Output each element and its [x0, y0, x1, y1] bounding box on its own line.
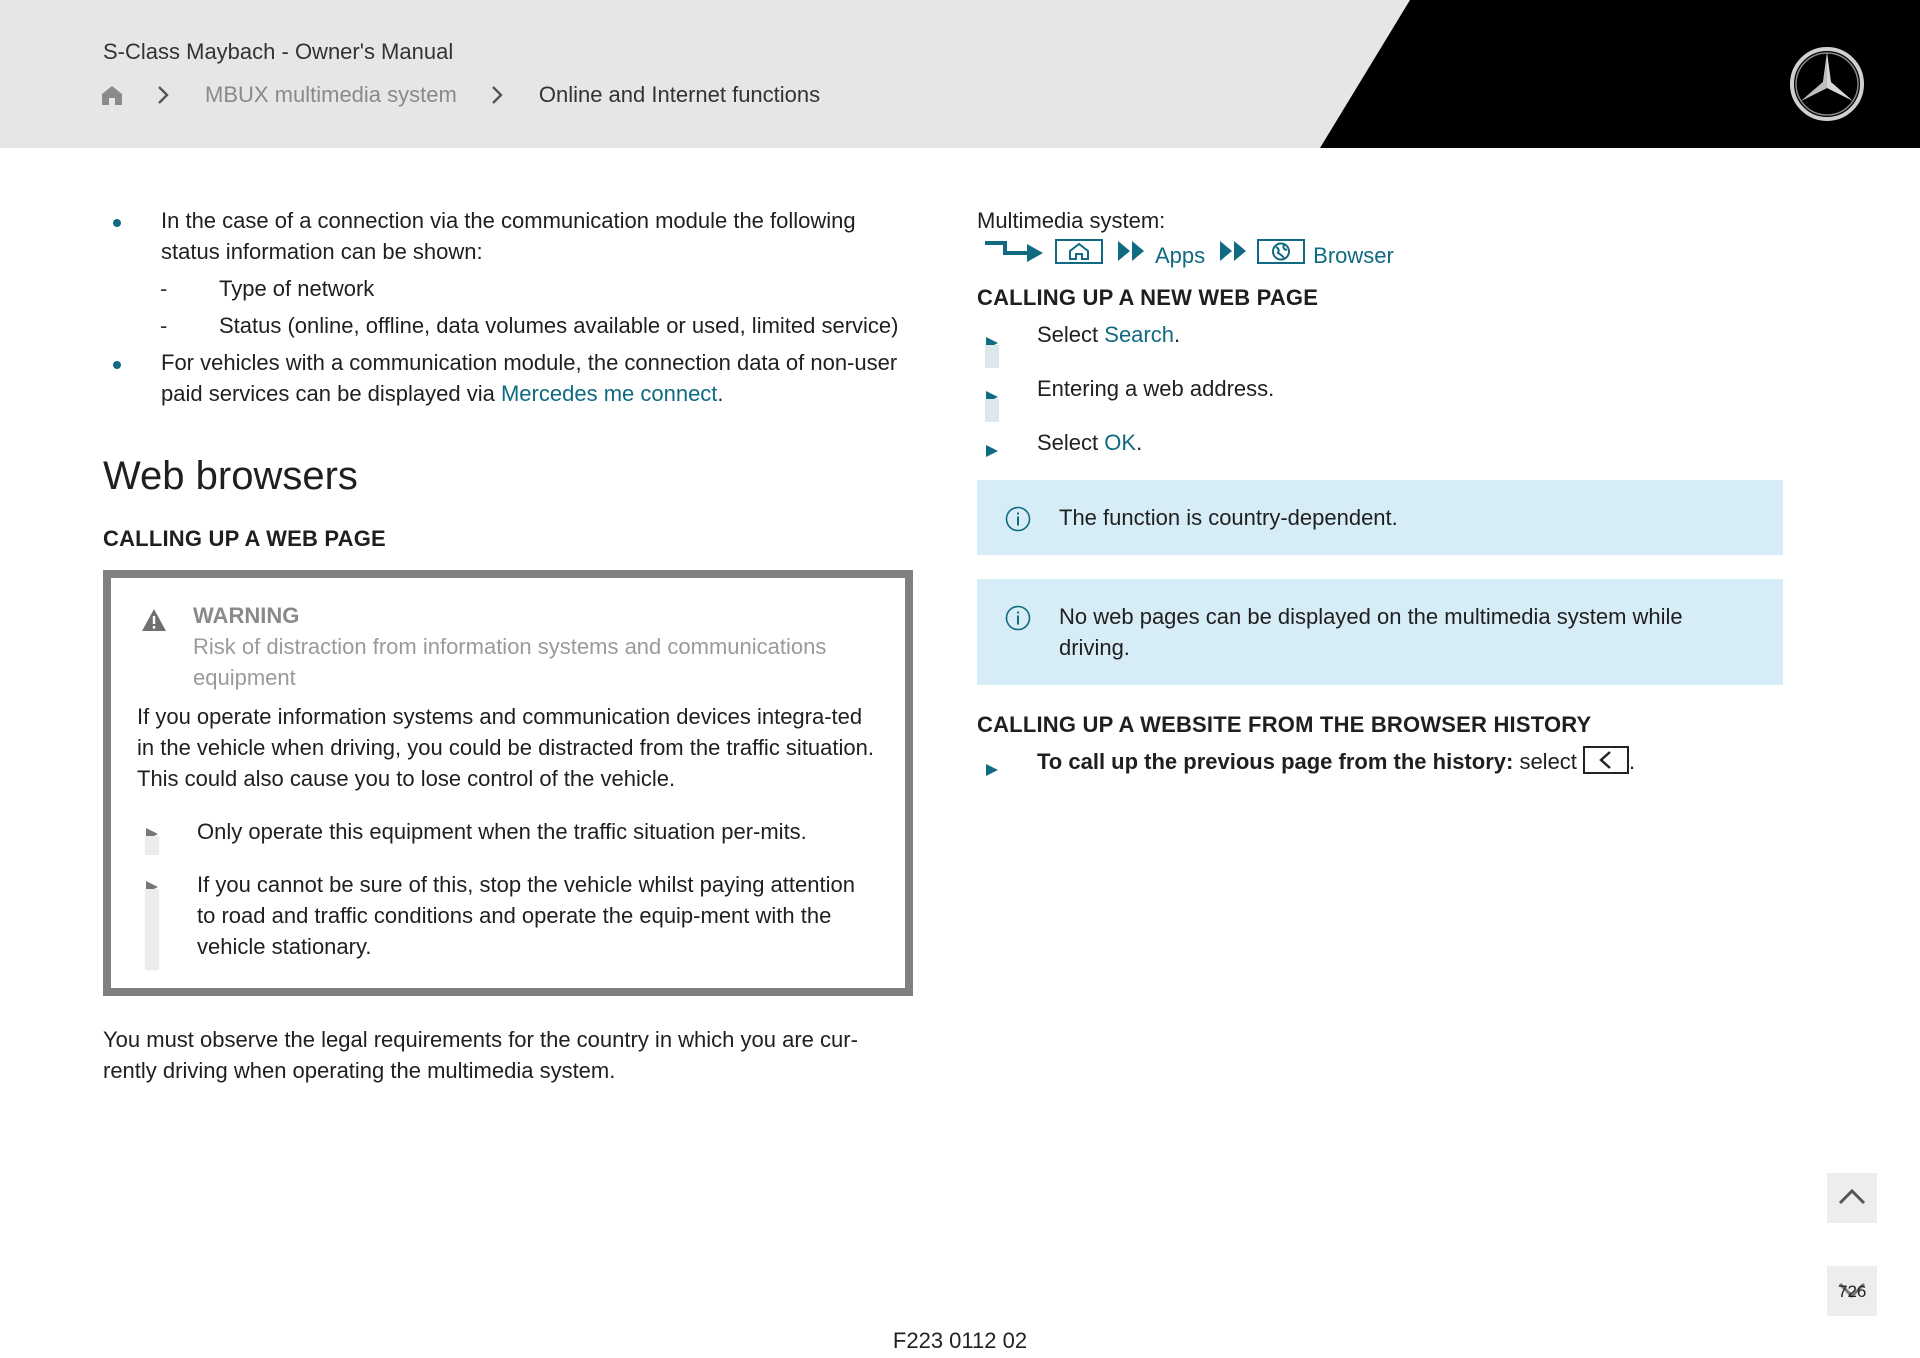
mercedes-star-logo — [1789, 46, 1865, 122]
step-bar — [145, 889, 159, 970]
bullet-dot — [113, 361, 121, 369]
dash-marker: - — [160, 276, 168, 301]
step-bar — [985, 399, 999, 422]
bullet-text: For vehicles with a communication module, the connection data of non-user paid services can be displayed via — [161, 350, 898, 406]
step-bar — [985, 345, 999, 368]
play-arrow-icon — [985, 754, 999, 768]
info-box — [977, 579, 1783, 685]
closing-paragraph: You must observe the legal requirements for the country in which you are cur-rently driving when operating the multimedia system. — [103, 1027, 858, 1083]
right-column — [977, 205, 1783, 777]
step-end: . — [1629, 749, 1636, 774]
multimedia-system-label: Multimedia system: — [977, 208, 1166, 233]
ok-link[interactable]: OK — [1104, 430, 1137, 455]
warning-header — [137, 600, 879, 693]
warning-title: WARNING — [193, 603, 300, 628]
back-key-icon[interactable] — [1583, 746, 1629, 774]
sub-item-text: Type of network — [219, 276, 375, 301]
sub-list-item — [103, 310, 903, 341]
instruction-step — [977, 746, 1783, 777]
play-arrow-icon — [985, 327, 999, 341]
double-chevron-icon — [1117, 239, 1147, 271]
warning-triangle-icon — [141, 608, 167, 632]
sub-list-item — [103, 273, 903, 304]
step-text: Select — [1037, 322, 1105, 347]
page-header — [0, 0, 1920, 148]
info-text: No web pages can be displayed on the multimedia system while driving. — [1059, 604, 1683, 660]
step-text: Entering a web address. — [1037, 376, 1275, 401]
breadcrumb-current: Online and Internet functions — [538, 82, 821, 107]
search-link[interactable]: Search — [1104, 322, 1174, 347]
warning-step-text: If you cannot be sure of this, stop the vehicle whilst paying attention to road and traffic conditions and operate the equip-ment with the vehicle stationary. — [197, 872, 855, 959]
scroll-top-button[interactable] — [1827, 1173, 1877, 1223]
warning-step-text: Only operate this equipment when the traffic situation per-mits. — [197, 819, 807, 844]
subheading-browser-history: CALLING UP A WEBSITE FROM THE BROWSER HISTORY — [977, 712, 1592, 737]
navigation-path — [977, 236, 1783, 274]
sub-item-text: Status (online, offline, data volumes available or used, limited service) — [219, 313, 899, 338]
step-text: Select — [1037, 430, 1105, 455]
list-item — [103, 205, 903, 267]
document-code: F223 0112 02 — [892, 1328, 1028, 1353]
browser-link[interactable]: Browser — [1313, 242, 1394, 268]
document-title: S-Class Maybach - Owner's Manual — [103, 39, 454, 64]
warning-step — [137, 816, 879, 847]
left-column — [103, 205, 903, 1086]
double-chevron-icon — [1219, 239, 1249, 271]
info-icon — [1005, 605, 1031, 631]
play-arrow-icon — [985, 381, 999, 395]
apps-link[interactable]: Apps — [1155, 242, 1206, 268]
step-end: . — [1173, 322, 1181, 347]
instruction-step — [977, 373, 1783, 404]
info-box — [977, 480, 1783, 555]
play-arrow-icon — [145, 871, 159, 885]
step-bold-text: To call up the previous page from the history: — [1037, 749, 1514, 774]
bullet-dot — [113, 219, 121, 227]
play-arrow-icon — [145, 818, 159, 832]
step-text: select — [1513, 749, 1577, 774]
globe-key-icon[interactable] — [1257, 237, 1305, 273]
mercedes-me-connect-link[interactable]: Mercedes me connect — [500, 381, 718, 406]
info-text: The function is country-dependent. — [1059, 505, 1398, 530]
bullet-text: In the case of a connection via the communication module the following status information can be shown: — [161, 208, 856, 264]
warning-subtitle: Risk of distraction from information systems and communications equipment — [193, 634, 827, 690]
step-bar — [145, 836, 159, 855]
nav-start-arrow-icon — [983, 237, 1045, 273]
subheading-calling-up-web-page: CALLING UP A WEB PAGE — [103, 526, 386, 551]
dash-marker: - — [160, 313, 168, 338]
chevron-right-icon — [155, 84, 171, 106]
step-end: . — [1136, 430, 1143, 455]
list-item — [103, 347, 903, 409]
warning-box — [103, 570, 913, 996]
bullet-end: . — [717, 381, 724, 406]
breadcrumb — [101, 80, 820, 110]
chevron-up-icon — [1827, 1173, 1877, 1223]
page-number: 726 — [1838, 1282, 1867, 1301]
info-icon — [1005, 506, 1031, 532]
breadcrumb-mbux-link[interactable]: MBUX multimedia system — [205, 82, 457, 107]
instruction-step — [977, 427, 1783, 458]
section-title: Web browsers — [103, 454, 358, 498]
chevron-right-icon — [489, 84, 505, 106]
warning-step — [137, 869, 879, 962]
home-key-icon[interactable] — [1055, 237, 1103, 273]
play-arrow-icon — [985, 435, 999, 449]
subheading-new-web-page: CALLING UP A NEW WEB PAGE — [977, 285, 1319, 310]
warning-text: If you operate information systems and communication devices integra-ted in the vehicle when driving, you could be distracted from the traffic situation. This could also cause you to lose control of the vehicle. — [137, 704, 874, 791]
instruction-step — [977, 319, 1783, 350]
home-icon[interactable] — [101, 84, 123, 106]
